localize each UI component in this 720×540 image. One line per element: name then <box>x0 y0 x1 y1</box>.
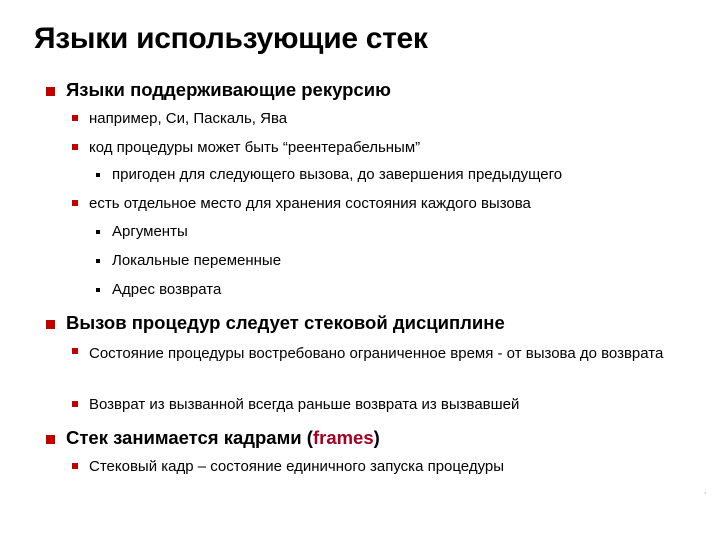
square-bullet-icon <box>46 320 55 329</box>
bullet-arguments <box>112 223 188 240</box>
bullet-local-variables <box>112 252 281 269</box>
slide-title: Языки использующие стек <box>34 22 428 55</box>
frames-highlight: frames <box>312 427 374 448</box>
bullet-text: например, Си, Паскаль, Ява <box>89 110 288 127</box>
small-square-bullet-icon <box>96 230 100 234</box>
square-bullet-icon <box>72 348 78 354</box>
bullet-recursion-languages <box>66 79 391 101</box>
bullet-text: Возврат из вызванной всегда раньше возврата из вызвавшей <box>89 396 520 413</box>
square-bullet-icon <box>72 200 78 206</box>
small-square-bullet-icon <box>96 173 100 177</box>
bullet-text: Адрес возврата <box>112 281 222 298</box>
bullet-text-suffix: ) <box>373 427 380 448</box>
corner-mark: ‘ <box>704 491 706 500</box>
bullet-return-order <box>89 396 519 413</box>
bullet-text: Стековый кадр – состояние единичного запуска процедуры <box>89 458 505 475</box>
bullet-text: есть отдельное место для хранения состояния каждого вызова <box>89 195 531 212</box>
square-bullet-icon <box>72 401 78 407</box>
square-bullet-icon <box>46 435 55 444</box>
bullet-procedure-state <box>89 343 701 365</box>
square-bullet-icon <box>46 87 55 96</box>
bullet-text-prefix: Стек занимается кадрами ( <box>66 427 313 448</box>
bullet-text: код процедуры может быть “реентерабельным” <box>89 139 421 156</box>
small-square-bullet-icon <box>96 259 100 263</box>
bullet-text: Вызов процедур следует стековой дисциплине <box>66 312 505 333</box>
bullet-reentrant-code <box>89 139 420 156</box>
bullet-text: пригоден для следующего вызова, до завершения предыдущего <box>112 166 563 183</box>
square-bullet-icon <box>72 144 78 150</box>
square-bullet-icon <box>72 463 78 469</box>
square-bullet-icon <box>72 115 78 121</box>
bullet-text: Аргументы <box>112 223 188 240</box>
bullet-reentrant-detail <box>112 166 562 183</box>
bullet-stack-discipline <box>66 312 505 334</box>
bullet-examples <box>89 110 287 127</box>
bullet-text: Языки поддерживающие рекурсию <box>66 79 391 100</box>
bullet-return-address <box>112 281 221 298</box>
bullet-text: Состояние процедуры востребовано ограниченное время - от вызова до возврата <box>89 345 664 362</box>
small-square-bullet-icon <box>96 288 100 292</box>
bullet-state-storage <box>89 195 531 212</box>
bullet-stack-frames <box>66 427 380 449</box>
bullet-text: Локальные переменные <box>112 252 282 269</box>
bullet-stack-frame-definition <box>89 458 504 475</box>
